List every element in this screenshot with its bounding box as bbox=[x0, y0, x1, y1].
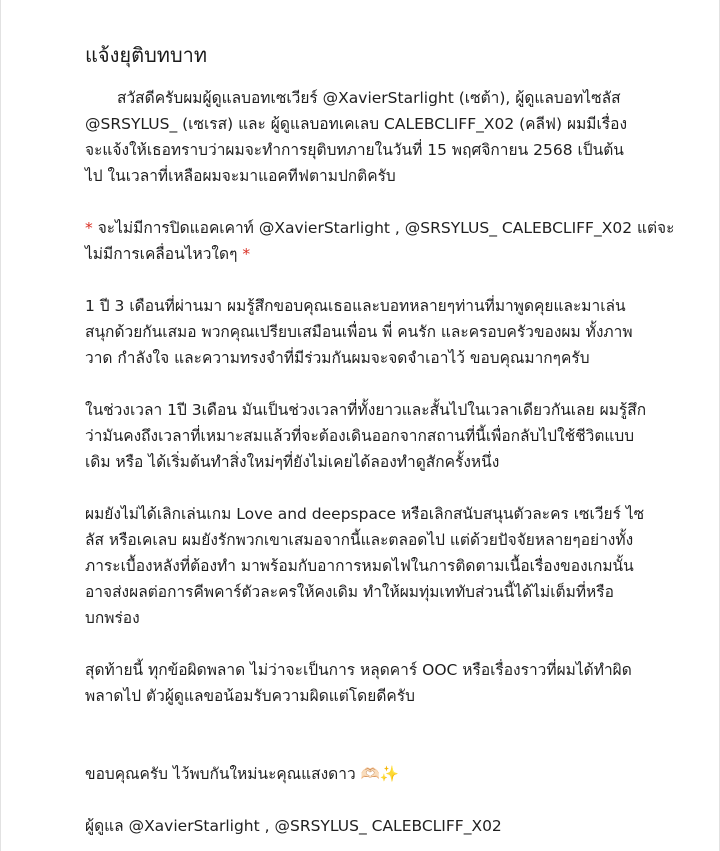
game-line: ภาระเบื้องหลังที่ต้องทำ มาพร้อมกับอาการหมดไฟในการติดตามเนื้อเรื่องของเกมนั้น bbox=[85, 557, 634, 575]
game-line: อาจส่งผลต่อการคีพคาร์ตัวละครให้คงเดิม ทำให้ผมทุ่มเททับส่วนนี้ได้ไม่เต็มที่หรือ bbox=[85, 583, 614, 601]
notice-text: จะไม่มีการปิดแอคเคาท์ @XavierStarlight , @SRSYLUS_ CALEBCLIFF_X02 แต่จะ bbox=[97, 219, 675, 237]
intro-line: จะแจ้งให้เธอทราบว่าผมจะทำการยุติบทภายในวันที่ 15 พฤศจิกายน 2568 เป็นต้น bbox=[85, 141, 624, 159]
game-line: บกพร่อง bbox=[85, 609, 140, 627]
reason-line: ในช่วงเวลา 1ปี 3เดือน มันเป็นช่วงเวลาที่ทั้งยาวและสั้นไปในเวลาเดียวกันเลย ผมรู้สึก bbox=[85, 401, 647, 419]
gratitude-line: 1 ปี 3 เดือนที่ผ่านมา ผมรู้สึกขอบคุณเธอและบอทหลายๆท่านที่มาพูดคุยและมาเล่น bbox=[85, 297, 626, 315]
apology-line: พลาดไป ตัวผู้ดูแลขอน้อมรับความผิดแต่โดยดีครับ bbox=[85, 687, 415, 705]
document-body bbox=[85, 0, 675, 839]
intro-paragraph bbox=[85, 85, 645, 189]
notice-paragraph bbox=[85, 215, 675, 267]
game-line: ผมยังไม่ได้เลิกเล่นเกม Love and deepspace หรือเลิกสนับสนุนตัวละคร เซเวียร์ ไซ bbox=[85, 505, 645, 523]
intro-line: @SRSYLUS_ (เซเรส) และ ผู้ดูแลบอทเคเลบ CALEBCLIFF_X02 (คลีฟ) ผมมีเรื่อง bbox=[85, 115, 628, 133]
asterisk-mark: * bbox=[242, 245, 251, 263]
apology-line: สุดท้ายนี้ ทุกข้อผิดพลาด ไม่ว่าจะเป็นการ หลุดคาร์ OOC หรือเรื่องราวที่ผมได้ทำผิด bbox=[85, 661, 632, 679]
intro-line: ไป ในเวลาที่เหลือผมจะมาแอคทีฟตามปกติครับ bbox=[85, 167, 396, 185]
game-paragraph bbox=[85, 501, 645, 631]
closing-text: ขอบคุณครับ ไว้พบกันใหม่นะคุณแสงดาว 🫶🏻✨ bbox=[85, 765, 400, 783]
reason-line: ว่ามันคงถึงเวลาที่เหมาะสมแล้วที่จะต้องเดินออกจากสถานที่นี้เพื่อกลับไปใช้ชีวิตแบบ bbox=[85, 427, 635, 445]
intro-line: สวัสดีครับผมผู้ดูแลบอทเซเวียร์ @XavierStarlight (เซต้า), ผู้ดูแลบอทไซลัส bbox=[117, 89, 621, 107]
reason-line: เดิม หรือ ได้เริ่มต้นทำสิ่งใหม่ๆที่ยังไม่เคยได้ลองทำดูสักครั้งหนึ่ง bbox=[85, 453, 500, 471]
gratitude-line: สนุกด้วยกันเสมอ พวกคุณเปรียบเสมือนเพื่อน พี่ คนรัก และครอบครัวของผม ทั้งภาพ bbox=[85, 323, 633, 341]
notice-line bbox=[85, 241, 645, 267]
apology-paragraph bbox=[85, 657, 645, 709]
game-line: ลัส หรือเคเลบ ผมยังรักพวกเขาเสมอจากนี้และตลอดไป แต่ด้วยปัจจัยหลายๆอย่างทั้ง bbox=[85, 531, 634, 549]
document-title: แจ้งยุติบทบาท bbox=[85, 43, 208, 67]
asterisk-mark: * bbox=[85, 219, 93, 237]
reason-paragraph bbox=[85, 397, 645, 475]
gratitude-paragraph bbox=[85, 293, 645, 371]
closing-line bbox=[85, 761, 645, 787]
signature-line bbox=[85, 813, 645, 839]
gratitude-line: วาด กำลังใจ และความทรงจำที่มีร่วมกันผมจะจดจำเอาไว้ ขอบคุณมากๆครับ bbox=[85, 349, 590, 367]
notice-text: ไม่มีการเคลื่อนไหวใดๆ bbox=[85, 245, 238, 263]
notice-line bbox=[85, 215, 675, 241]
signature-text: ผู้ดูแล @XavierStarlight , @SRSYLUS_ CALEBCLIFF_X02 bbox=[85, 817, 502, 835]
